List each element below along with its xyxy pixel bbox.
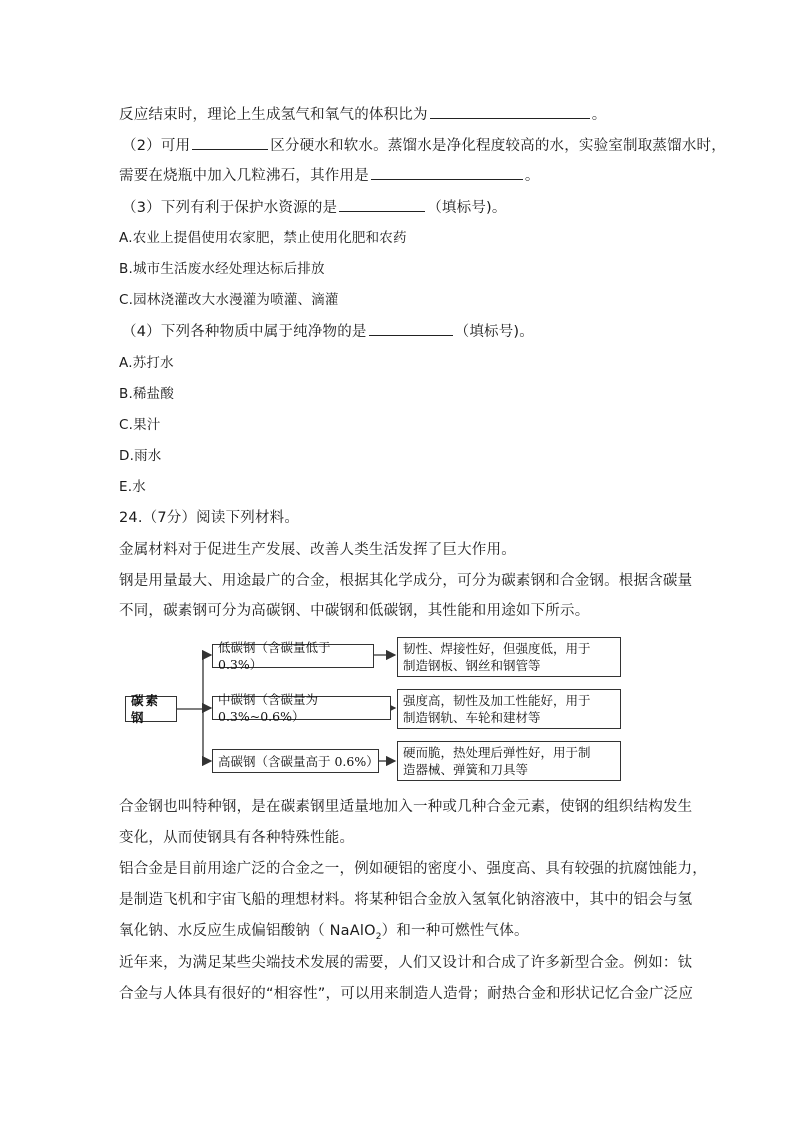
paragraph-line: 金属材料对于促进生产发展、改善人类生活发挥了巨大作用。 [119, 542, 516, 558]
medium-carbon-steel-box: 中碳钢（含碳量为 0.3%~0.6%） [212, 696, 391, 720]
option-b: B.稀盐酸 [119, 386, 175, 402]
paragraph-line: 铝合金是目前用途广泛的合金之一，例如硬铝的密度小、强度高、具有较强的抗腐蚀能力， [119, 861, 707, 877]
high-carbon-properties-box [397, 741, 621, 781]
answer-blank[interactable] [192, 135, 268, 150]
option-b: B.城市生活废水经处理达标后排放 [119, 261, 325, 277]
paragraph-line: 近年来，为满足某些尖端技术发展的需要，人们又设计和合成了许多新型合金。例如：钛 [119, 955, 693, 971]
answer-blank[interactable] [371, 165, 523, 180]
text-segment: 。 [591, 107, 607, 123]
text-segment: 。 [524, 168, 540, 184]
carbon-steel-diagram [115, 628, 635, 788]
text-segment: 氧化钠、水反应生成偏铝酸钠（ NaAlO [119, 923, 376, 939]
property-line: 制造钢板、钢丝和钢管等 [403, 658, 541, 673]
paragraph-line: 钢是用量最大、用途最广的合金，根据其化学成分，可分为碳素钢和合金钢。根据含碳量 [119, 573, 693, 589]
question-2-line-2 [119, 165, 540, 186]
property-line: 韧性、焊接性好，但强度低，用于 [403, 641, 591, 656]
text-line-gas-ratio [119, 104, 606, 125]
paragraph-line: 变化，从而使钢具有各种特殊性能。 [119, 830, 355, 846]
option-c: C.果汁 [119, 417, 161, 433]
text-segment: ）和一种可燃性气体。 [381, 923, 529, 939]
option-c: C.园林浇灌改大水漫灌为喷灌、滴灌 [119, 292, 339, 308]
low-carbon-properties-box [397, 637, 621, 677]
text-segment: （填标号)。 [427, 200, 507, 216]
text-segment: 区分硬水和软水。蒸馏水是净化程度较高的水，实验室制取蒸馏水时， [270, 138, 726, 154]
paragraph-line [119, 921, 529, 947]
property-line: 硬而脆，热处理后弹性好，用于制 [403, 745, 591, 760]
property-line: 造器械、弹簧和刀具等 [403, 762, 529, 777]
paragraph-line: 不同，碳素钢可分为高碳钢、中碳钢和低碳钢，其性能和用途如下所示。 [119, 603, 590, 619]
question-3 [122, 197, 507, 218]
carbon-steel-box: 碳素钢 [125, 696, 177, 722]
text-segment: （填标号)。 [454, 324, 534, 340]
medium-carbon-properties-box [397, 689, 621, 729]
high-carbon-steel-box: 高碳钢（含碳量高于 0.6%） [212, 749, 379, 773]
question-2-line-1 [122, 135, 726, 156]
option-a: A.苏打水 [119, 355, 174, 371]
question-24-title: 24.（7分）阅读下列材料。 [119, 510, 300, 526]
option-d: D.雨水 [119, 448, 162, 464]
text-segment: 反应结束时，理论上生成氢气和氧气的体积比为 [119, 107, 428, 123]
answer-blank[interactable] [430, 104, 590, 119]
paragraph-line: 合金与人体具有很好的“相容性”，可以用来制造人造骨；耐热合金和形状记忆合金广泛应 [119, 986, 694, 1002]
text-segment: （4）下列各种物质中属于纯净物的是 [122, 324, 367, 340]
option-a: A.农业上提倡使用农家肥，禁止使用化肥和农药 [119, 230, 407, 246]
option-e: E.水 [119, 479, 146, 495]
property-line: 强度高，韧性及加工性能好，用于 [403, 693, 591, 708]
paragraph-line: 是制造飞机和宇宙飞船的理想材料。将某种铝合金放入氢氧化钠溶液中，其中的铝会与氢 [119, 892, 693, 908]
question-4 [122, 321, 534, 342]
property-line: 制造钢轨、车轮和建材等 [403, 710, 541, 725]
answer-blank[interactable] [369, 321, 453, 336]
text-segment: 需要在烧瓶中加入几粒沸石，其作用是 [119, 168, 369, 184]
answer-blank[interactable] [339, 197, 425, 212]
text-segment: （3）下列有利于保护水资源的是 [122, 200, 338, 216]
paragraph-line: 合金钢也叫特种钢，是在碳素钢里适量地加入一种或几种合金元素，使钢的组织结构发生 [119, 799, 693, 815]
low-carbon-steel-box: 低碳钢（含碳量低于 0.3%） [212, 644, 374, 668]
subscript: 2 [375, 931, 382, 942]
text-segment: （2）可用 [122, 138, 191, 154]
